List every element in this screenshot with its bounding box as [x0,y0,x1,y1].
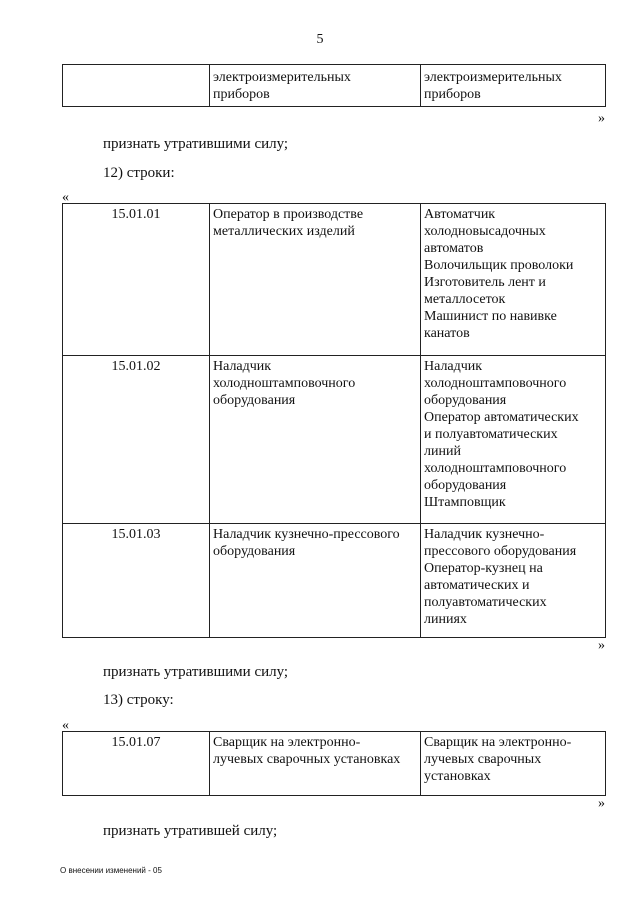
table-cell-professions: Автоматчик холодновысадочных автоматов Волочильщик проволоки Изготовитель лент и металлосеток Машинист по навивке канатов [421,204,606,356]
table-cell-name: Наладчик холодноштамповочного оборудования [210,356,421,524]
table-cell-name: Наладчик кузнечно-прессового оборудования [210,524,421,638]
table-item-12 [62,203,606,638]
table-continuation [62,64,606,107]
table-cell-code: 15.01.03 [63,524,210,638]
table-item-13 [62,731,606,796]
page-footer: О внесении изменений - 05 [60,866,162,875]
table-row [63,65,606,107]
page-number: 5 [316,32,324,47]
table-cell-name: электроизмерительных приборов [210,65,421,107]
table-cell-code [63,65,210,107]
table-row [63,204,606,356]
close-quote: » [598,638,605,653]
open-quote: « [62,190,69,205]
table-cell-professions: Наладчик кузнечно- прессового оборудования Оператор-кузнец на автоматических и полуавтоматических линиях [421,524,606,638]
table-row [63,524,606,638]
paragraph-repeal-3: признать утратившей силу; [103,823,278,839]
table-cell-code: 15.01.07 [63,732,210,796]
close-quote: » [598,111,605,126]
close-quote: » [598,796,605,811]
table-cell-name: Оператор в производстве металлических изделий [210,204,421,356]
paragraph-repeal-1: признать утратившими силу; [103,136,289,152]
item-12-heading: 12) строки: [103,165,175,181]
table-cell-code: 15.01.02 [63,356,210,524]
table-cell-professions: электроизмерительных приборов [421,65,606,107]
table-cell-professions: Сварщик на электронно- лучевых сварочных установках [421,732,606,796]
table-row [63,356,606,524]
table-cell-code: 15.01.01 [63,204,210,356]
table-row [63,732,606,796]
open-quote: « [62,718,69,733]
table-cell-name: Сварщик на электронно- лучевых сварочных установках [210,732,421,796]
item-13-heading: 13) строку: [103,692,174,708]
paragraph-repeal-2: признать утратившими силу; [103,664,289,680]
table-cell-professions: Наладчик холодноштамповочного оборудования Оператор автоматических и полуавтоматических линий холодноштамповочного оборудования Штамповщик [421,356,606,524]
